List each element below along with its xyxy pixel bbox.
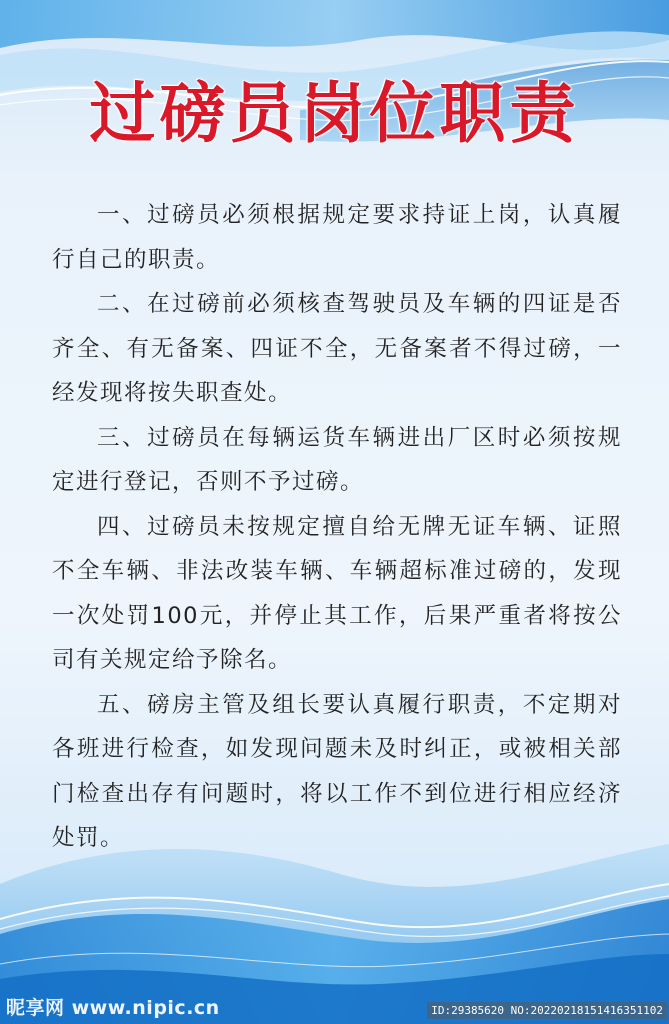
page-title: 过磅员岗位职责: [89, 74, 580, 152]
duty-item-4: 四、过磅员未按规定擅自给无牌无证车辆、证照不全车辆、非法改装车辆、车辆超标准过磅的，发现一次处罚100元，并停止其工作，后果严重者将按公司有关规定给予除名。: [52, 513, 622, 673]
duty-item-5: 五、磅房主管及组长要认真履行职责，不定期对各班进行检查，如发现问题未及时纠正，或被相关部门检查出存有问题时，将以工作不到位进行相应经济处罚。: [52, 691, 622, 851]
duty-item-1: 一、过磅员必须根据规定要求持证上岗，认真履行自己的职责。: [52, 202, 622, 273]
duty-item-2: 二、在过磅前必须核查驾驶员及车辆的四证是否齐全、有无备案、四证不全，无备案者不得过磅，一经发现将按失职查处。: [52, 291, 622, 406]
duty-item-3: 三、过磅员在每辆运货车辆进出厂区时必须按规定进行登记，否则不予过磅。: [52, 424, 622, 495]
duty-list: [52, 193, 622, 861]
image-id-watermark: ID:29385620 NO:20220218151416351102: [427, 1002, 667, 1019]
site-watermark: 昵享网 www.nipic.cn: [6, 997, 220, 1019]
bottom-wave-decoration: [0, 804, 669, 1024]
